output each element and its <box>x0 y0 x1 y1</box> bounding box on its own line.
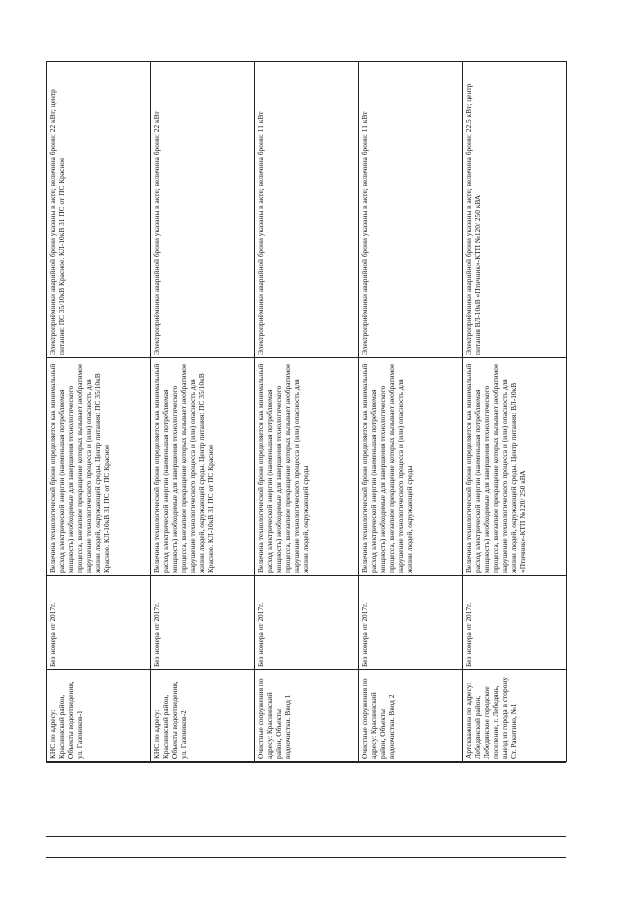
criteria-cell: Величина технологической брони определяется как минимальный расход электрической энергии (наименьшая потребляемая мощность) необходимые для завершения технологического процесса, внезапное прекращение которых вызывает необратимое нарушение технологического процесса и (или) опасность для жизни людей, окружающей среды <box>359 358 463 576</box>
table-row <box>359 62 463 762</box>
rule-line <box>46 762 566 763</box>
criteria-cell: Величина технологической брони определяется как минимальный расход электрической энергии (наименьшая потребляемая мощность) необходимые для завершения технологического процесса, внезапное прекращение которых вызывает необратимое нарушение технологического процесса и (или) опасность для жизни людей, окружающей среды. Центр питания: ВЛ-10кВ «Птичник»-КТП №120/ 250 кВА <box>463 358 567 576</box>
value-cell: Электроприёмники аварийной брони указаны в акте; величина брони: 22.5 кВт; центр питания ВЛ-10кВ «Птичник»-КТП №120/ 250 кВА <box>463 62 567 358</box>
value-cell: Электроприёмники аварийной брони указаны в акте; величина брони: 22 кВт; центр питания: ПС 35/10кВ Красное. КЛ-10кВ 31 ПС от ПС Красное <box>47 62 151 358</box>
object-cell: Очистные сооружения по адресу: Краснинский район, Объекты водоочистки. Ввод 1 <box>255 670 359 762</box>
object-cell: КНС по адресу: Краснинский район, Объекты водоотведения, ул. Газовиков-2 <box>151 670 255 762</box>
document-cell: Без номера от 2017г. <box>151 576 255 670</box>
criteria-cell: Величина технологической брони определяется как минимальный расход электрической энергии (наименьшая потребляемая мощность) необходимые для завершения технологического процесса, внезапное прекращение которых вызывает необратимое нарушение технологического процесса и (или) опасность для жизни людей, окружающей среды <box>255 358 359 576</box>
table-row <box>151 62 255 762</box>
object-cell: Артскважина по адресу: Лебедянский район, Лебедянское городское поселение, г. Лебедянь, выезд из города в сторону Ст. Ракитино, №1 <box>463 670 567 762</box>
table-row <box>47 62 151 762</box>
table-row <box>255 62 359 762</box>
value-cell: Электроприёмники аварийной брони указаны в акте; величина брони: 11 кВт <box>359 62 463 358</box>
rule-line <box>46 857 566 858</box>
criteria-cell: Величина технологической брони определяется как минимальный расход электрической энергии (наименьшая потребляемая мощность) необходимые для завершения технологического процесса, внезапное прекращение которых вызывает необратимое нарушение технологического процесса и (или) опасность для жизни людей, окружающей среды. Центр питания: ПС 35/10кВ Красное. КЛ-10кВ 31 ПС от ПС Красное <box>47 358 151 576</box>
object-cell: Очистные сооружения по адресу: Краснинский район, Объекты водоочистки. Ввод 2 <box>359 670 463 762</box>
rotated-table-area <box>46 62 566 762</box>
reservation-table <box>46 61 567 762</box>
criteria-cell: Величина технологической брони определяется как минимальный расход электрической энергии (наименьшая потребляемая мощность) необходимые для завершения технологического процесса, внезапное прекращение которых вызывает необратимое нарушение технологического процесса и (или) опасность для жизни людей, окружающей среды. Центр питания: ПС 35/10кВ Красное. КЛ-10кВ 31 ПС от ПС Красное <box>151 358 255 576</box>
document-cell: Без номера от 2017г. <box>47 576 151 670</box>
document-cell: Без номера от 2017г. <box>359 576 463 670</box>
document-cell: Без номера от 2017г. <box>255 576 359 670</box>
value-cell: Электроприёмники аварийной брони указаны в акте; величина брони: 22 кВт <box>151 62 255 358</box>
document-cell: Без номера от 2017г. <box>463 576 567 670</box>
object-cell: КНС по адресу: Краснинский район, Объекты водоотведения, ул. Газовиков-1 <box>47 670 151 762</box>
value-cell: Электроприёмники аварийной брони указаны в акте; величина брони: 11 кВт <box>255 62 359 358</box>
table-row <box>463 62 567 762</box>
rule-line <box>46 836 566 837</box>
